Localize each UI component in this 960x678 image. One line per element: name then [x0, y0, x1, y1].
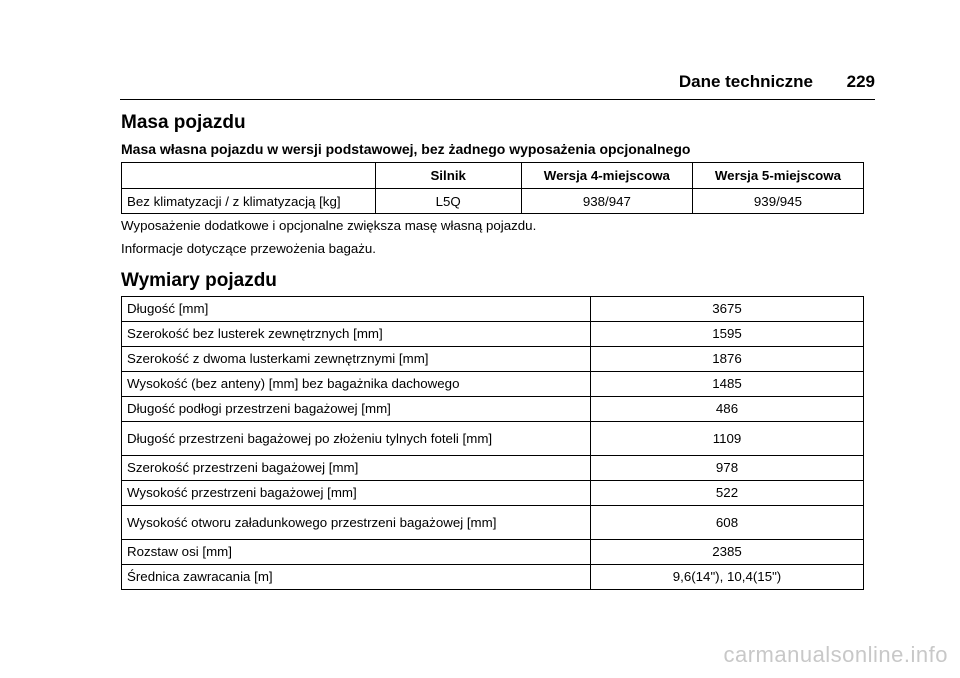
- dims-value: 608: [591, 506, 864, 540]
- dims-label: Rozstaw osi [mm]: [122, 540, 591, 565]
- dims-label: Wysokość przestrzeni bagażowej [mm]: [122, 481, 591, 506]
- mass-subtitle: Masa własna pojazdu w wersji podstawowej, bez żadnego wyposażenia opcjonalnego: [121, 141, 691, 157]
- dims-table: [121, 296, 864, 590]
- dims-value: 1595: [591, 322, 864, 347]
- dims-label: Długość podłogi przestrzeni bagażowej [mm]: [122, 397, 591, 422]
- dims-heading: Wymiary pojazdu: [121, 270, 277, 291]
- dims-label: Szerokość z dwoma lusterkami zewnętrznymi [mm]: [122, 347, 591, 372]
- dims-value: 522: [591, 481, 864, 506]
- mass-col-5seat: Wersja 5-miejscowa: [692, 163, 863, 189]
- page-header: [120, 68, 875, 98]
- table-row: [122, 347, 864, 372]
- dims-value: 1485: [591, 372, 864, 397]
- table-row: [122, 297, 864, 322]
- table-row: [122, 540, 864, 565]
- table-row: [122, 422, 864, 456]
- mass-row-5seat: 939/945: [692, 189, 863, 214]
- dims-value: 1109: [591, 422, 864, 456]
- mass-table-row: [122, 189, 864, 214]
- section-title: Dane techniczne: [678, 72, 813, 91]
- mass-row-4seat: 938/947: [521, 189, 692, 214]
- table-row: [122, 481, 864, 506]
- table-row: [122, 397, 864, 422]
- dims-label: Szerokość przestrzeni bagażowej [mm]: [122, 456, 591, 481]
- mass-row-label: Bez klimatyzacji / z klimatyzacją [kg]: [122, 189, 376, 214]
- dims-value: 3675: [591, 297, 864, 322]
- dims-label: Długość przestrzeni bagażowej po złożeniu tylnych foteli [mm]: [122, 422, 591, 456]
- dims-label: Średnica zawracania [m]: [122, 565, 591, 590]
- mass-col-4seat: Wersja 4-miejscowa: [521, 163, 692, 189]
- mass-note-equipment: Wyposażenie dodatkowe i opcjonalne zwiększa masę własną pojazdu.: [121, 218, 537, 233]
- dims-value: 486: [591, 397, 864, 422]
- dims-label: Długość [mm]: [122, 297, 591, 322]
- dims-value: 1876: [591, 347, 864, 372]
- mass-col-empty: [122, 163, 376, 189]
- table-row: [122, 565, 864, 590]
- dims-label: Szerokość bez lusterek zewnętrznych [mm]: [122, 322, 591, 347]
- mass-col-engine: Silnik: [375, 163, 521, 189]
- table-row: [122, 372, 864, 397]
- header-rule: [120, 99, 875, 100]
- mass-row-engine: L5Q: [375, 189, 521, 214]
- mass-table: [121, 162, 864, 214]
- dims-value: 2385: [591, 540, 864, 565]
- table-row: [122, 322, 864, 347]
- mass-heading: Masa pojazdu: [121, 112, 246, 133]
- mass-note-luggage: Informacje dotyczące przewożenia bagażu.: [121, 241, 376, 256]
- table-row: [122, 456, 864, 481]
- table-row: [122, 506, 864, 540]
- page-number: 229: [846, 72, 875, 91]
- dims-label: Wysokość otworu załadunkowego przestrzeni bagażowej [mm]: [122, 506, 591, 540]
- dims-value: 9,6(14"), 10,4(15"): [591, 565, 864, 590]
- dims-value: 978: [591, 456, 864, 481]
- watermark-text: carmanualsonline.info: [723, 642, 948, 667]
- dims-label: Wysokość (bez anteny) [mm] bez bagażnika dachowego: [122, 372, 591, 397]
- mass-table-header: [122, 163, 864, 189]
